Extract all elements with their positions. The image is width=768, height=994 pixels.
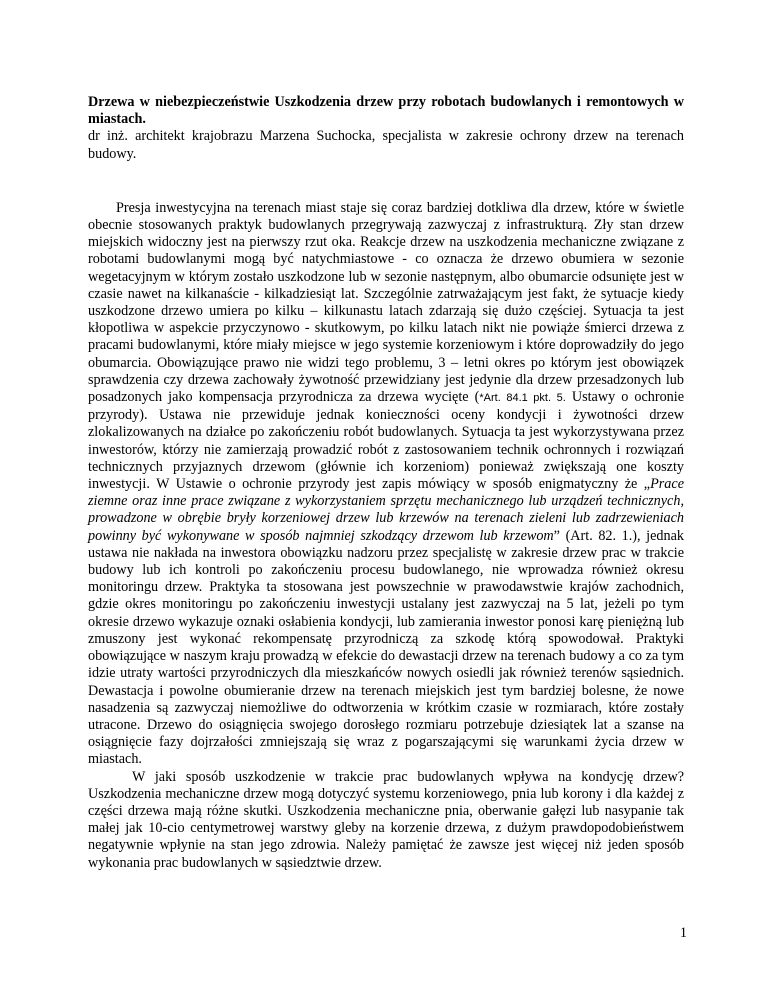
footnote-reference: *Art. 84.1 pkt. 5. xyxy=(479,392,566,405)
paragraph-2: W jaki sposób uszkodzenie w trakcie prac budowlanych wpływa na kondycję drzew? Uszkodzenia mechaniczne drzew mogą dotyczyć systemu korzeniowego, pnia lub korony i dla każdej z części drzewa mają różne skutki. Uszkodzenia mechaniczne pnia, oberwanie gałęzi lub nasypanie tak małej jak 10-cio centymetrowej warstwy gleby na korzenie drzewa, z dużym prawdopodobieństwem negatywnie wpłynie na stan jego zdrowia. Należy pamiętać że zawsze jest więcej niż jeden sposób wykonania prac budowlanych w sąsiedztwie drzew. xyxy=(88,768,684,871)
document-title: Drzewa w niebezpieczeństwie Uszkodzenia drzew przy robotach budowlanych i remontowych w miastach. xyxy=(88,94,684,128)
paragraph-1-part-3: ” (Art. 82. 1.), jednak ustawa nie nakłada na inwestora obowiązku nadzoru przez specjalistę w zakresie drzew prac w trakcie budowy lub ich kontroli po zakończeniu procesu budowlanego, nie wprowadza również okresu monitoringu drzew. Praktyka ta stosowana jest powszechnie w prawodawstwie krajów zachodnich, gdzie okres monitoringu po zakończeniu inwestycji ustalany jest zazwyczaj na 5 lat, jeżeli po tym okresie drzewo wykazuje oznaki osłabienia kondycji, lub zamierania inwestor ponosi karę pieniężną lub zmuszony jest wykonać rekompensatę przyrodniczą za szkodę którą spowodował. Praktyki obowiązujące w naszym kraju prowadzą w efekcie do dewastacji drzew na terenach budowy a co za tym idzie utraty wartości przyrodniczych dla mieszkańców nowych osiedli jak również terenów sąsiednich. Dewastacja i powolne obumieranie drzew na terenach miejskich jest tym bardziej bolesne, że nowe nasadzenia są zazwyczaj niemożliwe do odtworzenia w krótkim czasie w rozmiarach, które zostały utracone. Drzewo do osiągnięcia swojego dorosłego rozmiaru potrzebuje dziesiątek lat a szanse na osiągnięcie fazy dojrzałości zmniejszają się wraz z pogarszającymi się warunkami życia drzew w miastach. xyxy=(88,527,684,768)
paragraph-1-part-1: Presja inwestycyjna na terenach miast staje się coraz bardziej dotkliwa dla drzew, które w świetle obecnie stosowanych praktyk budowlanych przegrywają zazwyczaj z infrastrukturą. Zły stan drzew miejskich widoczny jest na pierwszy rzut oka. Reakcje drzew na uszkodzenia mechaniczne związane z robotami budowlanymi mogą być natychmiastowe - co oznacza że drzewo obumiera w sezonie wegetacyjnym w którym zostało uszkodzone lub w sezonie następnym, albo obumarcie odsunięte jest w czasie nawet na kilkanaście - kilkadziesiąt lat. Szczególnie zatrważającym jest fakt, że sytuacje kiedy uszkodzone drzewo umiera po kilku – kilkunastu latach zdarzają się dużo częściej. Sytuacja ta jest kłopotliwa w aspekcie przyczynowo - skutkowym, po kilku latach nikt nie powiąże śmierci drzewa z pracami budowlanymi, które miały miejsce w jego systemie korzeniowym i które doprowadziły do jego obumarcia. Obowiązujące prawo nie widzi tego problemu, 3 – letni okres po którym jest obowiązek sprawdzenia czy drzewa zachowały żywotność przewidziany jest jedynie dla drzew przesadzonych lub posadzonych jako kompensacja przyrodnicza za drzewa wycięte ( xyxy=(88,199,684,406)
document-header xyxy=(88,94,684,163)
law-quote: Prace ziemne oraz inne prace związane z wykorzystaniem sprzętu mechanicznego lub urządzeń technicznych, prowadzone w obrębie bryły korzeniowej drzew lub krzewów na terenach zieleni lub zadrzewieniach powinny być wykonywane w sposób najmniej szkodzący drzewom lub krzewom xyxy=(88,476,684,544)
page-number: 1 xyxy=(679,925,687,941)
author-line: dr inż. architekt krajobrazu Marzena Suchocka, specjalista w zakresie ochrony drzew na terenach budowy. xyxy=(88,128,684,162)
document-page xyxy=(88,94,684,872)
paragraph-1 xyxy=(88,200,684,769)
document-body xyxy=(88,200,684,872)
paragraph-1-part-2: Ustawy o ochronie przyrody). Ustawa nie przewiduje jednak konieczności oceny kondycji i żywotności drzew zlokalizowanych na działce po zakończeniu robót budowlanych. Sytuacja ta jest wykorzystywana przez inwestorów, którzy nie zamierzają prowadzić robót z zastosowaniem technik ochronnych i rozwiązań technicznych przyjaznych drzewom (głównie ich korzeniom) ponieważ zwiększają one koszty inwestycji. W Ustawie o ochronie przyrody jest zapis mówiący w sposób enigmatyczny że „ xyxy=(88,389,685,493)
